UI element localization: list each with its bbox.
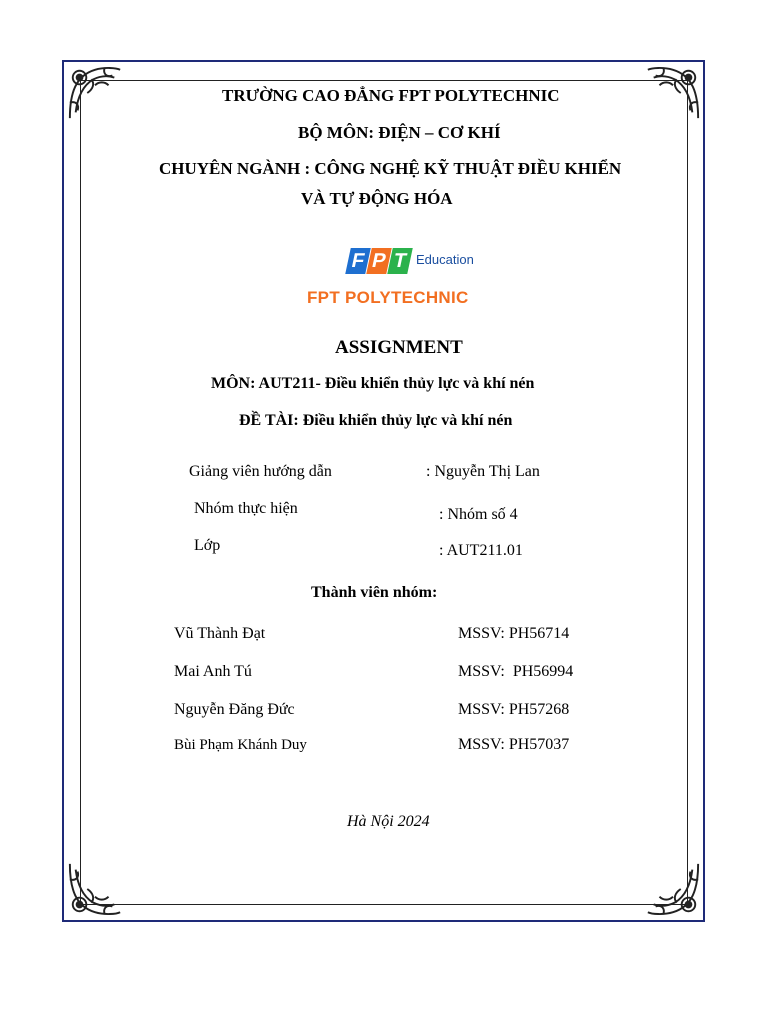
member-id: MSSV: PH57037 bbox=[458, 736, 570, 753]
info-label-group: Nhóm thực hiện bbox=[194, 500, 298, 517]
logo-letter-t: T bbox=[387, 248, 413, 274]
department: BỘ MÔN: ĐIỆN – CƠ KHÍ bbox=[298, 123, 501, 142]
info-label-instructor: Giảng viên hướng dẫn bbox=[189, 463, 332, 480]
school-name: TRƯỜNG CAO ĐẲNG FPT POLYTECHNIC bbox=[222, 86, 560, 105]
ornamental-corner-icon bbox=[644, 860, 702, 918]
member-id: MSSV: PH57268 bbox=[458, 701, 570, 718]
member-name: Vũ Thành Đạt bbox=[174, 625, 266, 642]
place-date: Hà Nội 2024 bbox=[347, 813, 430, 830]
topic-line: ĐỀ TÀI: Điều khiển thủy lực và khí nén bbox=[239, 412, 513, 429]
subject-line: MÔN: AUT211- Điều khiển thủy lực và khí nén bbox=[211, 375, 535, 392]
ornamental-corner-icon bbox=[66, 860, 124, 918]
logo-brand-text: FPT POLYTECHNIC bbox=[307, 288, 469, 307]
info-value-group: : Nhóm số 4 bbox=[439, 506, 518, 523]
member-id: MSSV: PH56714 bbox=[458, 625, 570, 642]
member-name: Mai Anh Tú bbox=[174, 663, 252, 680]
info-value-instructor: : Nguyễn Thị Lan bbox=[426, 463, 540, 480]
member-name: Bùi Phạm Khánh Duy bbox=[174, 737, 307, 753]
member-id: MSSV: PH56994 bbox=[458, 663, 574, 680]
ornamental-corner-icon bbox=[644, 64, 702, 122]
ornamental-corner-icon bbox=[66, 64, 124, 122]
assignment-title: ASSIGNMENT bbox=[335, 337, 463, 358]
info-value-class: : AUT211.01 bbox=[439, 542, 523, 559]
fpt-education-logo bbox=[346, 246, 486, 280]
logo-letter-p: P bbox=[366, 248, 392, 274]
major-line-1: CHUYÊN NGÀNH : CÔNG NGHỆ KỸ THUẬT ĐIỀU KHIỂN bbox=[159, 159, 622, 178]
logo-letter-f: F bbox=[345, 248, 371, 274]
member-name: Nguyễn Đăng Đức bbox=[174, 701, 295, 718]
logo-education-text: Education bbox=[416, 252, 474, 267]
members-heading: Thành viên nhóm: bbox=[311, 584, 438, 601]
info-label-class: Lớp bbox=[194, 537, 221, 554]
major-line-2: VÀ TỰ ĐỘNG HÓA bbox=[301, 189, 453, 208]
